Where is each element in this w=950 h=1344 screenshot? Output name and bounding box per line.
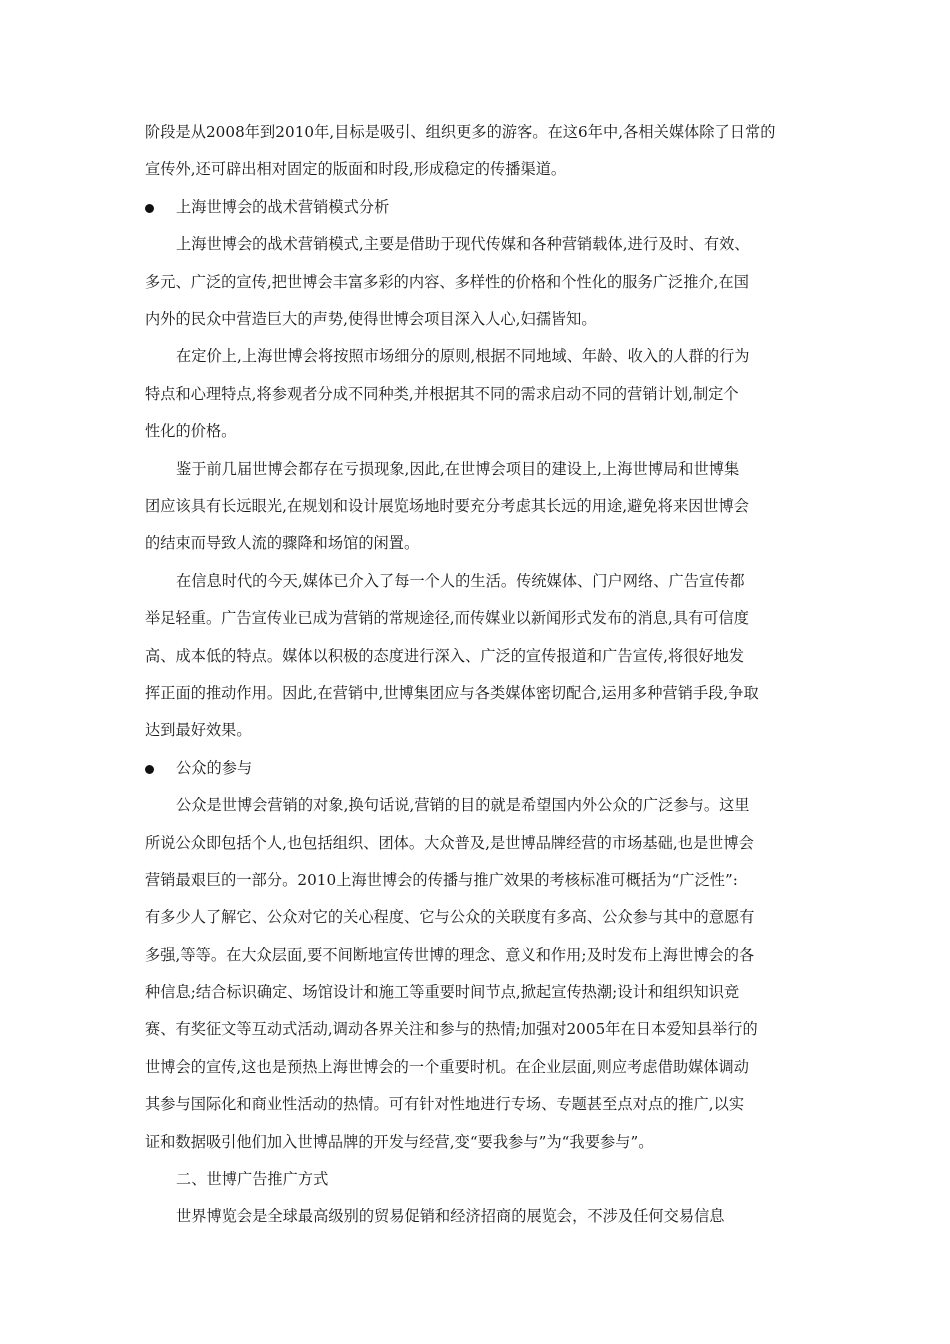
text-line: 性化的价格。 (145, 422, 237, 440)
section-bullet-heading: 公众的参与 (176, 759, 253, 777)
text-line: 团应该具有长远眼光,在规划和设计展览场地时要充分考虑其长远的用途,避免将来因世博会 (145, 497, 750, 515)
text-line: 多强,等等。在大众层面,要不间断地宣传世博的理念、意义和作用;及时发布上海世博会的各 (145, 946, 755, 964)
text-line: 上海世博会的战术营销模式,主要是借助于现代传媒和各种营销载体,进行及时、有效、 (176, 235, 750, 253)
text-line: 世界博览会是全球最高级别的贸易促销和经济招商的展览会，不涉及任何交易信息 (176, 1207, 725, 1225)
section-bullet-heading: 上海世博会的战术营销模式分析 (176, 198, 390, 216)
text-line: 内外的民众中营造巨大的声势,使得世博会项目深入人心,妇孺皆知。 (145, 310, 597, 328)
text-line: 举足轻重。广告宣传业已成为营销的常规途径,而传媒业以新闻形式发布的消息,具有可信度 (145, 609, 750, 627)
bullet-icon (145, 765, 154, 774)
text-line: 鉴于前几届世博会都存在亏损现象,因此,在世博会项目的建设上,上海世博局和世博集 (176, 460, 740, 478)
text-line: 种信息;结合标识确定、场馆设计和施工等重要时间节点,掀起宣传热潮;设计和组织知识竞 (145, 983, 740, 1001)
text-line: 其参与国际化和商业性活动的热情。可有针对性地进行专场、专题甚至点对点的推广,以实 (145, 1095, 745, 1113)
text-line: 阶段是从2008年到2010年,目标是吸引、组织更多的游客。在这6年中,各相关媒体除了日常的 (145, 123, 776, 141)
text-line: 有多少人了解它、公众对它的关心程度、它与公众的关联度有多高、公众参与其中的意愿有 (145, 908, 755, 926)
text-line: 多元、广泛的宣传,把世博会丰富多彩的内容、多样性的价格和个性化的服务广泛推介,在国 (145, 273, 750, 291)
text-line: 世博会的宣传,这也是预热上海世博会的一个重要时机。在企业层面,则应考虑借助媒体调动 (145, 1058, 750, 1076)
text-line: 赛、有奖征文等互动式活动,调动各界关注和参与的热情;加强对2005年在日本爱知县举行的 (145, 1020, 758, 1038)
section-heading: 二、世博广告推广方式 (176, 1170, 329, 1188)
text-line: 在信息时代的今天,媒体已介入了每一个人的生活。传统媒体、门户网络、广告宣传都 (176, 572, 745, 590)
text-line: 达到最好效果。 (145, 721, 252, 739)
text-line: 公众是世博会营销的对象,换句话说,营销的目的就是希望国内外公众的广泛参与。这里 (176, 796, 750, 814)
text-line: 证和数据吸引他们加入世博品牌的开发与经营,变“要我参与”为“我要参与”。 (145, 1133, 654, 1151)
text-line: 的结束而导致人流的骤降和场馆的闲置。 (145, 534, 420, 552)
text-line: 挥正面的推动作用。因此,在营销中,世博集团应与各类媒体密切配合,运用多种营销手段,争取 (145, 684, 759, 702)
text-line: 在定价上,上海世博会将按照市场细分的原则,根据不同地域、年龄、收入的人群的行为 (176, 347, 750, 365)
text-line: 营销最艰巨的一部分。2010上海世博会的传播与推广效果的考核标准可概括为“广泛性”: (145, 871, 738, 889)
text-line: 高、成本低的特点。媒体以积极的态度进行深入、广泛的宣传报道和广告宣传,将很好地发 (145, 647, 745, 665)
bullet-icon (145, 204, 154, 213)
text-line: 宣传外,还可辟出相对固定的版面和时段,形成稳定的传播渠道。 (145, 160, 567, 178)
text-line: 所说公众即包括个人,也包括组织、团体。大众普及,是世博品牌经营的市场基础,也是世博会 (145, 834, 754, 852)
text-line: 特点和心理特点,将参观者分成不同种类,并根据其不同的需求启动不同的营销计划,制定个 (145, 385, 739, 403)
